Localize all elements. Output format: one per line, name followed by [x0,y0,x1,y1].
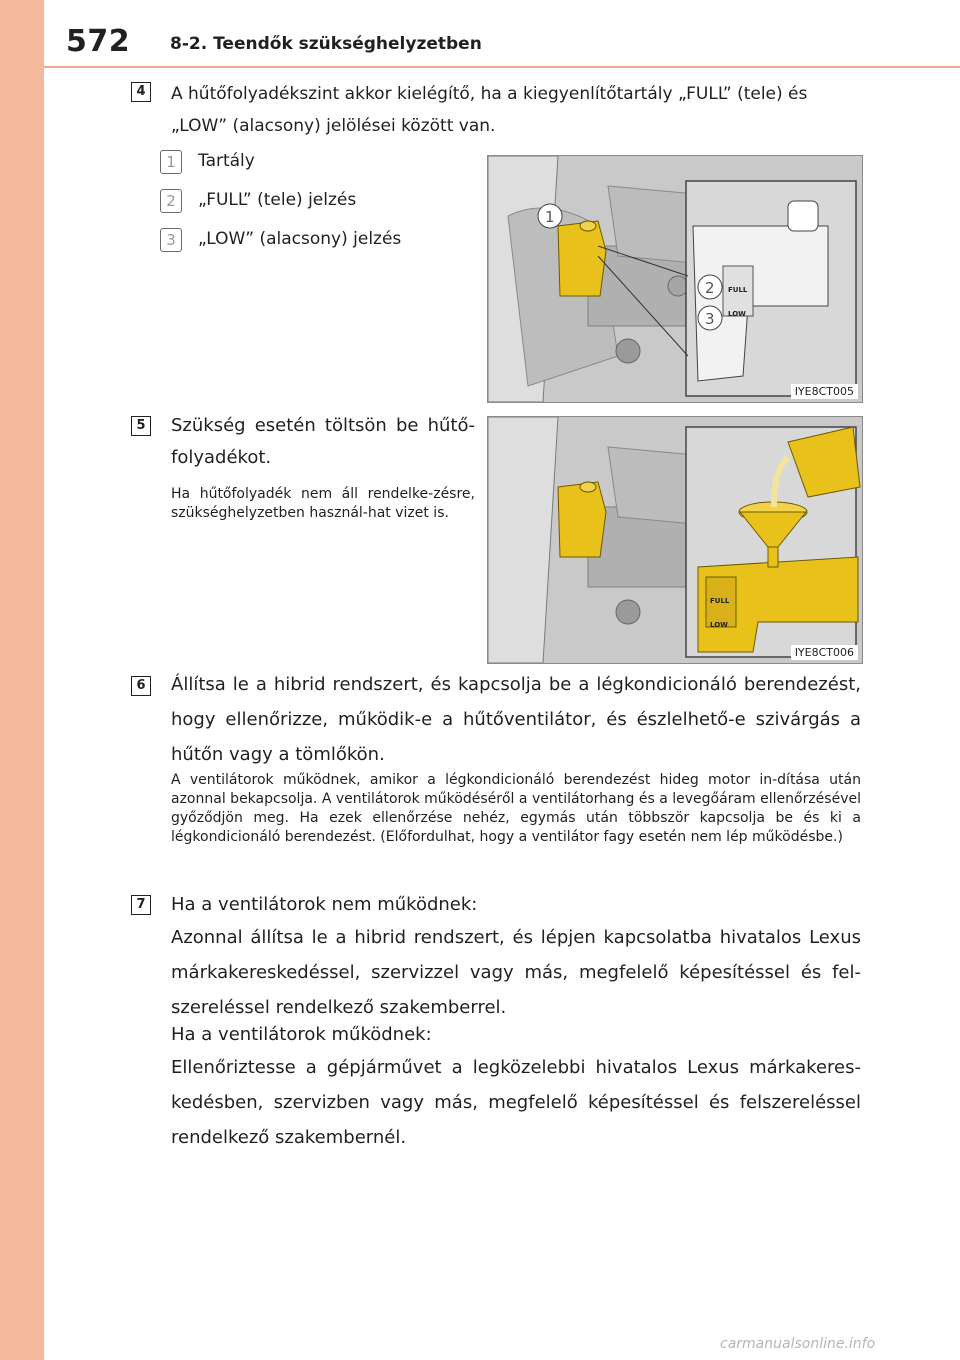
fig1-callout-2: 2 [705,279,715,297]
step-7-para-b: Ellenőriztesse a gépjárművet a legközelebbi hivatalos Lexus márkakeres-kedésben, szervizben vagy más, megfelelő képesítéssel és felszereléssel rendelkező szakembernél. [171,1057,861,1148]
fig1-callout-1: 1 [545,208,555,226]
fig2-low-mark: LOW [710,621,728,629]
item-2-label: „FULL” (tele) jelzés [198,190,357,210]
figure-coolant-refill [487,416,863,664]
watermark: carmanualsonline.info [720,1336,876,1352]
step-6-note: A ventilátorok működnek, amikor a légkondicionáló berendezést hideg motor in-dítása után azonnal bekapcsolja. A ventilátorok működéséről a ventilátorhang és a levegőáram ellenőrzésével győződjön meg. Ha ezek ellenőrzése nehéz, egymás után többször kapcsolja be és ki a légkondicionáló berendezést. (Előfordulhat, hogy a ventilátor fagy esetén nem lép működésbe.) [171,772,861,845]
item-1-number: 1 [160,150,182,174]
figure-reservoir-levels [487,155,863,403]
item-2-number: 2 [160,189,182,213]
fig2-full-mark: FULL [710,597,730,605]
engine-bay-illustration [488,156,862,402]
step-4-line-2: „LOW” (alacsony) jelölései között van. [171,116,496,136]
step-4-text [171,78,861,142]
figure-1-code: IYE8CT005 [791,384,858,399]
step-7-line-b: Ha a ventilátorok működnek: [171,1024,432,1045]
coolant-refill-illustration [488,417,862,663]
step-4-badge: 4 [131,82,151,102]
fig1-full-mark: FULL [728,286,748,294]
page-number: 572 [66,24,131,59]
item-3-label: „LOW” (alacsony) jelzés [198,229,402,249]
step-5-badge: 5 [131,416,151,436]
figure-2-code: IYE8CT006 [791,645,858,660]
chapter-sidebar [0,0,44,1360]
step-7-para-a: Azonnal állítsa le a hibrid rendszert, és lépjen kapcsolatba hivatalos Lexus márkakereskedéssel, szervizzel vagy más, megfelelő képesítéssel és fel-szereléssel rendelkező szakemberrel. [171,927,861,1018]
step-7-line-a: Ha a ventilátorok nem működnek: [171,894,478,915]
fig1-callout-3: 3 [705,310,715,328]
step-4-line-1: A hűtőfolyadékszint akkor kielégítő, ha a kiegyenlítőtartály „FULL” (tele) és [171,84,808,104]
section-title: 8-2. Teendők szükséghelyzetben [170,34,482,54]
item-1-label: Tartály [198,151,255,171]
item-3-number: 3 [160,228,182,252]
step-6-badge: 6 [131,676,151,696]
step-5-note: Ha hűtőfolyadék nem áll rendelke-zésre, szükséghelyzetben használ-hat vizet is. [171,486,475,521]
step-5-text: Szükség esetén töltsön be hűtő-folyadékot. [171,415,475,468]
fig1-low-mark: LOW [728,310,746,318]
step-7-badge: 7 [131,895,151,915]
step-6-text: Állítsa le a hibrid rendszert, és kapcsolja be a légkondicionáló berendezést, hogy ellenőrizze, működik-e a hűtőventilátor, és észlelhető-e szivárgás a hűtőn vagy a tömlőkön. [171,674,861,765]
header-rule [44,66,960,68]
